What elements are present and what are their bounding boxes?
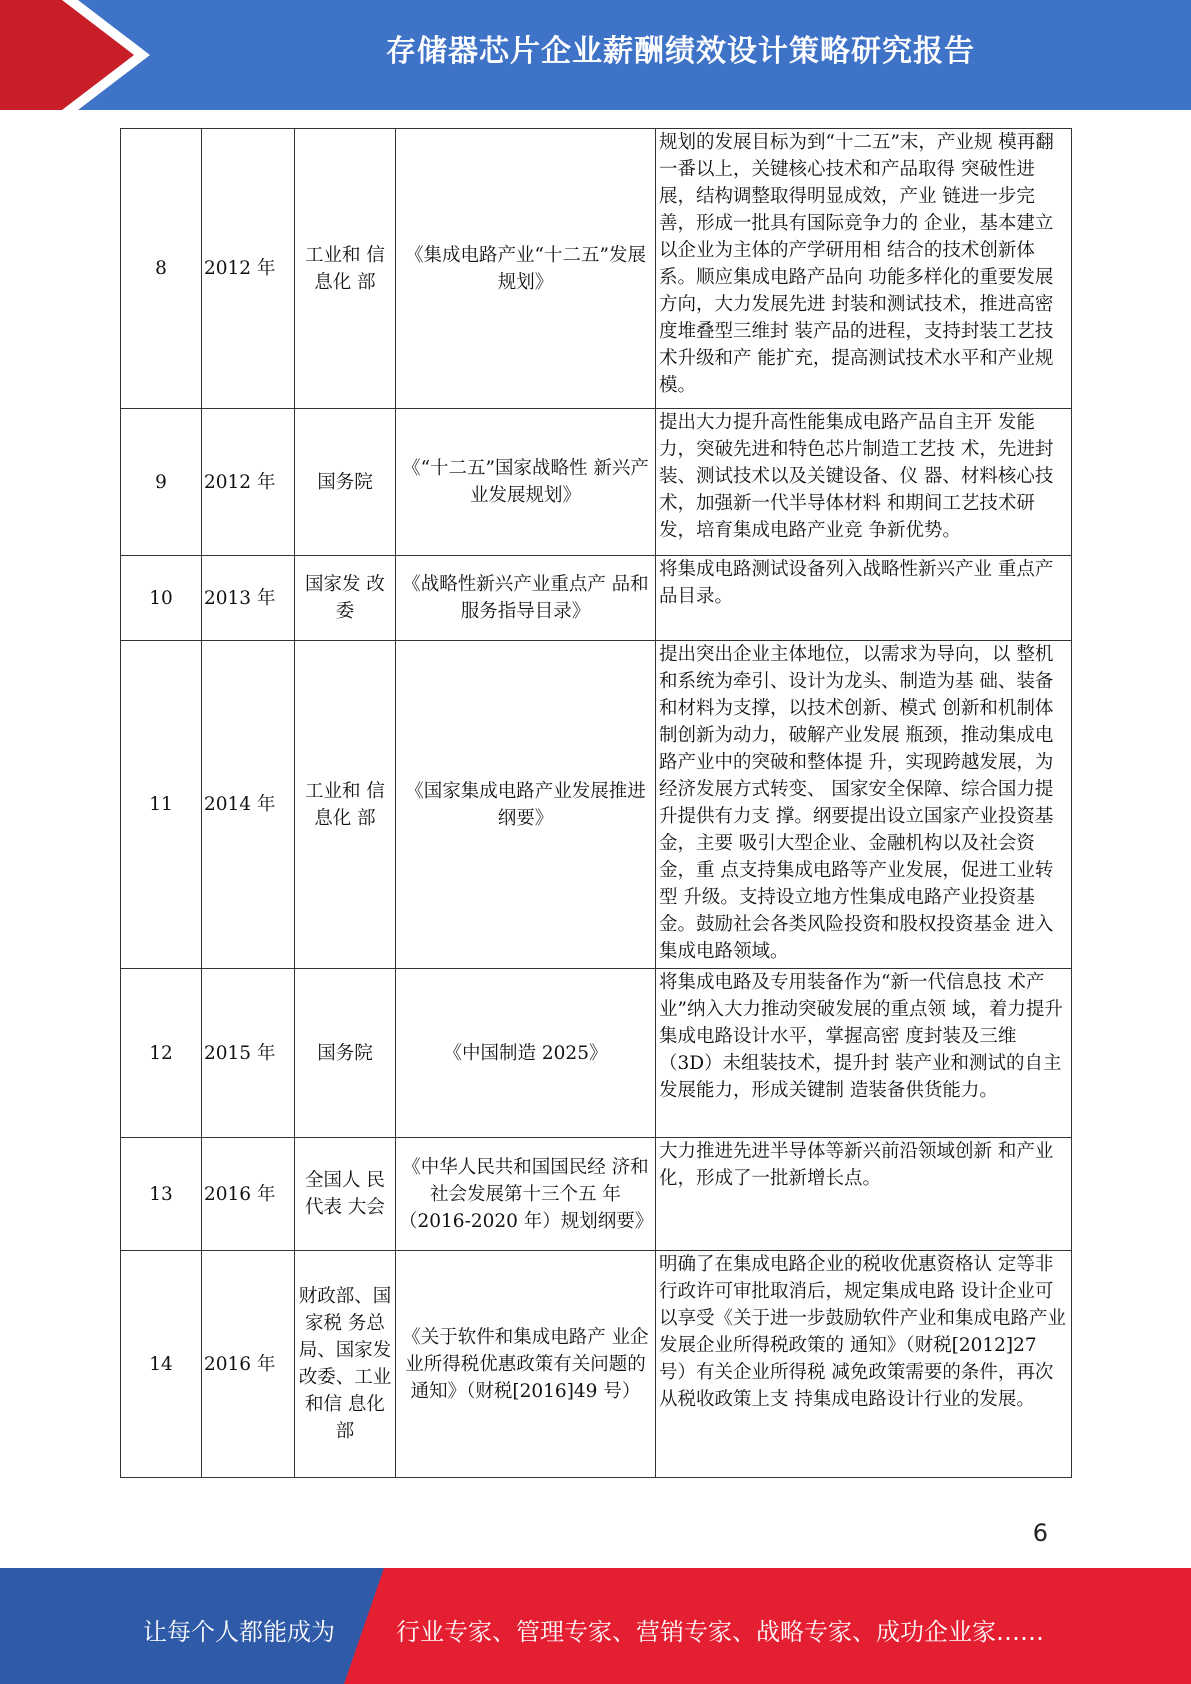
policy-table (120, 128, 1072, 1478)
row-description: 提出大力提升高性能集成电路产品自主开 发能力，突破先进和特色芯片制造工艺技 术，先进封装、测试技术以及关键设备、仪 器、材料核心技术，加强新一代半导体材料 和期间工艺技术研发，培育集成电路产业竞 争新优势。 (656, 409, 1072, 556)
row-document: 《国家集成电路产业发展推进纲要》 (396, 641, 656, 969)
page-number: 6 (1032, 1519, 1048, 1547)
table-row (121, 129, 1072, 409)
row-document: 《战略性新兴产业重点产 品和服务指导目录》 (396, 556, 656, 641)
table-row (121, 409, 1072, 556)
row-number: 11 (121, 641, 202, 969)
table-row (121, 1138, 1072, 1251)
row-year: 2012 年 (202, 409, 295, 556)
table-row (121, 556, 1072, 641)
row-description: 明确了在集成电路企业的税收优惠资格认 定等非行政许可审批取消后，规定集成电路 设计企业可以享受《关于进一步鼓励软件产业和集成电路产业发展企业所得税政策的 通知》（财税[2012]27 号）有关企业所得税 减免政策需要的条件，再次从税收政策上支 持集成电路设计行业的发展。 (656, 1251, 1072, 1478)
footer-slogan-left: 让每个人都能成为 (143, 1618, 335, 1646)
row-document: 《“十二五”国家战略性 新兴产业发展规划》 (396, 409, 656, 556)
row-year: 2016 年 (202, 1251, 295, 1478)
row-description: 将集成电路及专用装备作为“新一代信息技 术产业”纳入大力推动突破发展的重点领 域，着力提升集成电路设计水平，掌握高密 度封装及三维（3D）未组装技术，提升封 装产业和测试的自主发展能力，形成关键制 造装备供货能力。 (656, 969, 1072, 1138)
page-header (0, 0, 1191, 110)
row-number: 10 (121, 556, 202, 641)
table-row (121, 1251, 1072, 1478)
report-title: 存储器芯片企业薪酬绩效设计策略研究报告 (386, 34, 975, 69)
row-number: 9 (121, 409, 202, 556)
row-description: 大力推进先进半导体等新兴前沿领域创新 和产业化，形成了一批新增长点。 (656, 1138, 1072, 1251)
row-document: 《中华人民共和国国民经 济和社会发展第十三个五 年（2016-2020 年）规划纲要》 (396, 1138, 656, 1251)
row-number: 13 (121, 1138, 202, 1251)
table-row (121, 641, 1072, 969)
row-description: 规划的发展目标为到“十二五”末，产业规 模再翻一番以上，关键核心技术和产品取得 突破性进展，结构调整取得明显成效，产业 链进一步完善，形成一批具有国际竞争力的 企业，基本建立以企业为主体的产学研用相 结合的技术创新体系。顺应集成电路产品向 功能多样化的重要发展方向，大力发展先进 封装和测试技术，推进高密度堆叠型三维封 装产品的进程，支持封装工艺技术升级和产 能扩充，提高测试技术水平和产业规模。 (656, 129, 1072, 409)
row-department: 全国人 民代表 大会 (295, 1138, 396, 1251)
row-department: 国家发 改委 (295, 556, 396, 641)
row-year: 2016 年 (202, 1138, 295, 1251)
row-number: 12 (121, 969, 202, 1138)
row-department: 财政部、国家税 务总局、国家发 改委、工业和信 息化部 (295, 1251, 396, 1478)
row-description: 提出突出企业主体地位，以需求为导向，以 整机和系统为牵引、设计为龙头、制造为基 础、装备和材料为支撑，以技术创新、模式 创新和机制体制创新为动力，破解产业发展 瓶颈，推动集成电路产业中的突破和整体提 升，实现跨越发展，为经济发展方式转变、 国家安全保障、综合国力提升提供有力支 撑。纲要提出设立国家产业投资基金，主要 吸引大型企业、金融机构以及社会资金，重 点支持集成电路等产业发展，促进工业转型 升级。支持设立地方性集成电路产业投资基 金。鼓励社会各类风险投资和股权投资基金 进入集成电路领域。 (656, 641, 1072, 969)
page-footer (0, 1568, 1191, 1684)
row-year: 2015 年 (202, 969, 295, 1138)
row-number: 14 (121, 1251, 202, 1478)
footer-slogan-right: 行业专家、管理专家、营销专家、战略专家、成功企业家…… (396, 1618, 1044, 1646)
row-department: 国务院 (295, 409, 396, 556)
row-department: 工业和 信息化 部 (295, 641, 396, 969)
row-number: 8 (121, 129, 202, 409)
row-document: 《关于软件和集成电路产 业企业所得税优惠政策有关问题的通知》（财税[2016]49 号） (396, 1251, 656, 1478)
row-description: 将集成电路测试设备列入战略性新兴产业 重点产品目录。 (656, 556, 1072, 641)
row-document: 《集成电路产业“十二五”发展规划》 (396, 129, 656, 409)
row-year: 2013 年 (202, 556, 295, 641)
row-year: 2012 年 (202, 129, 295, 409)
row-department: 工业和 信息化 部 (295, 129, 396, 409)
row-document: 《中国制造 2025》 (396, 969, 656, 1138)
row-year: 2014 年 (202, 641, 295, 969)
row-department: 国务院 (295, 969, 396, 1138)
table-row (121, 969, 1072, 1138)
